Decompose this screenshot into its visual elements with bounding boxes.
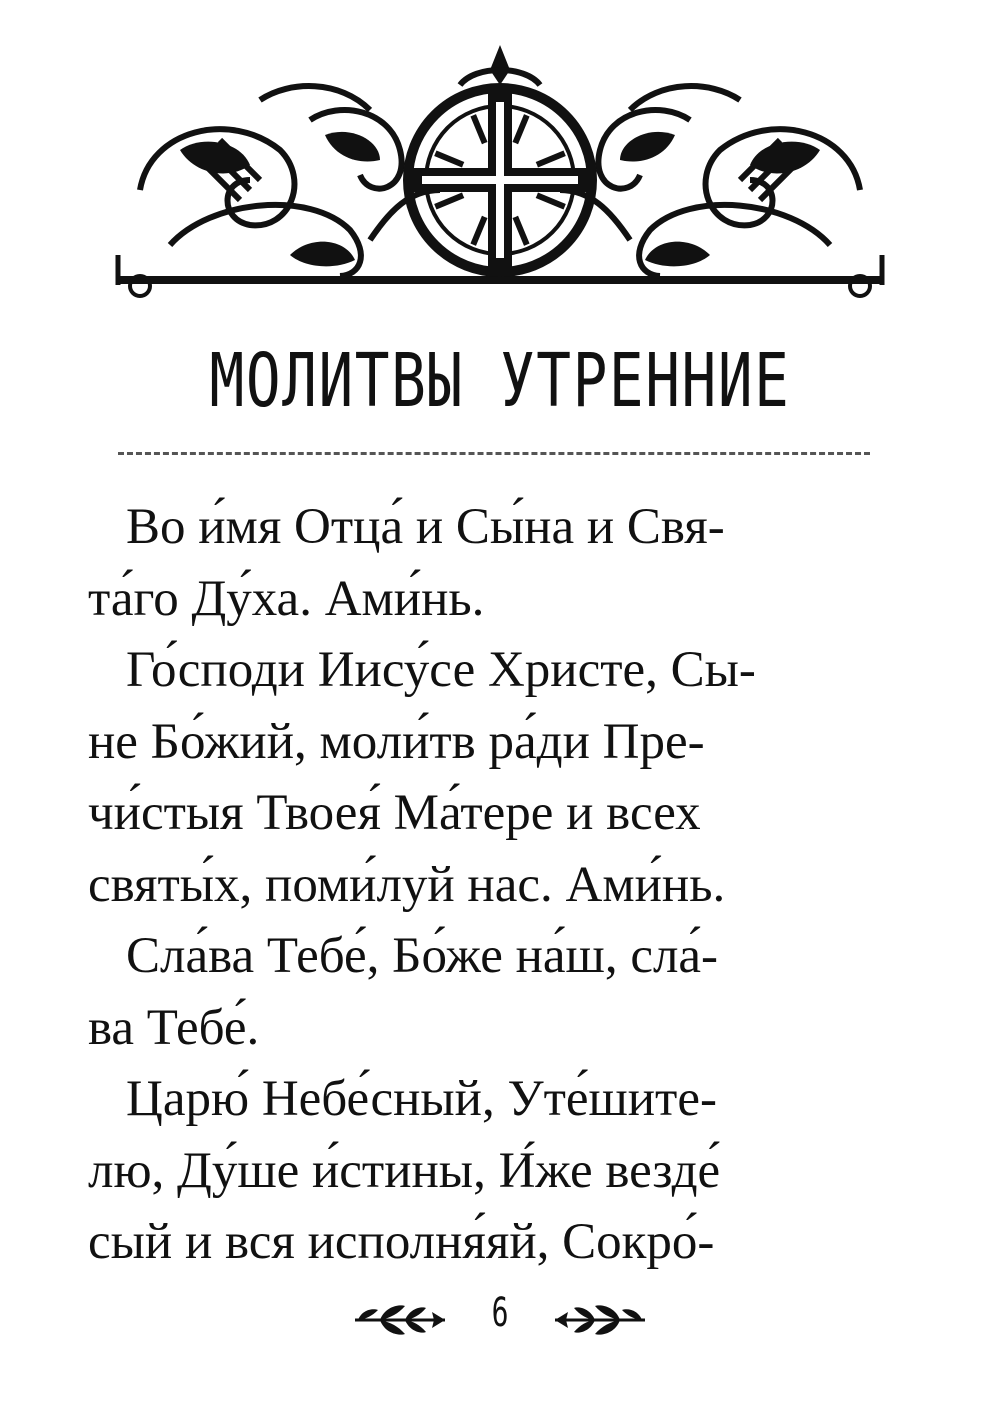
page-number: 6 (491, 1290, 509, 1336)
text-line: чи́стыя Твоея́ Ма́тере и всех (88, 785, 701, 841)
title-divider (118, 452, 870, 455)
olive-branch-icon (550, 1298, 650, 1338)
text-line: сый и вся исполня́яй, Сокро́- (88, 1214, 715, 1270)
text-line: Во и́мя Отца́ и Сы́на и Свя- (126, 499, 725, 555)
text-line: Сла́ва Тебе́, Бо́же на́ш, сла́- (126, 928, 719, 984)
prayer-text (88, 492, 928, 1279)
text-line: святы́х, поми́луй нас. Ами́нь. (88, 856, 726, 913)
text-line: не Бо́жий, моли́тв ра́ди Пре- (88, 713, 705, 770)
page-title: МОЛИТВЫ УТРЕННИЕ (209, 338, 791, 424)
text-line: ва Тебе́. (88, 999, 260, 1056)
text-line: Го́споди Иису́се Христе, Сы- (126, 642, 756, 698)
text-line: Царю́ Небе́сный, Уте́шите- (126, 1071, 717, 1127)
text-line: та́го Ду́ха. Ами́нь. (88, 570, 485, 627)
page-footer (330, 1282, 670, 1352)
ornamental-cross-headpiece-icon (110, 40, 890, 310)
text-line: лю, Ду́ше и́стины, И́же везде́ (88, 1142, 721, 1199)
